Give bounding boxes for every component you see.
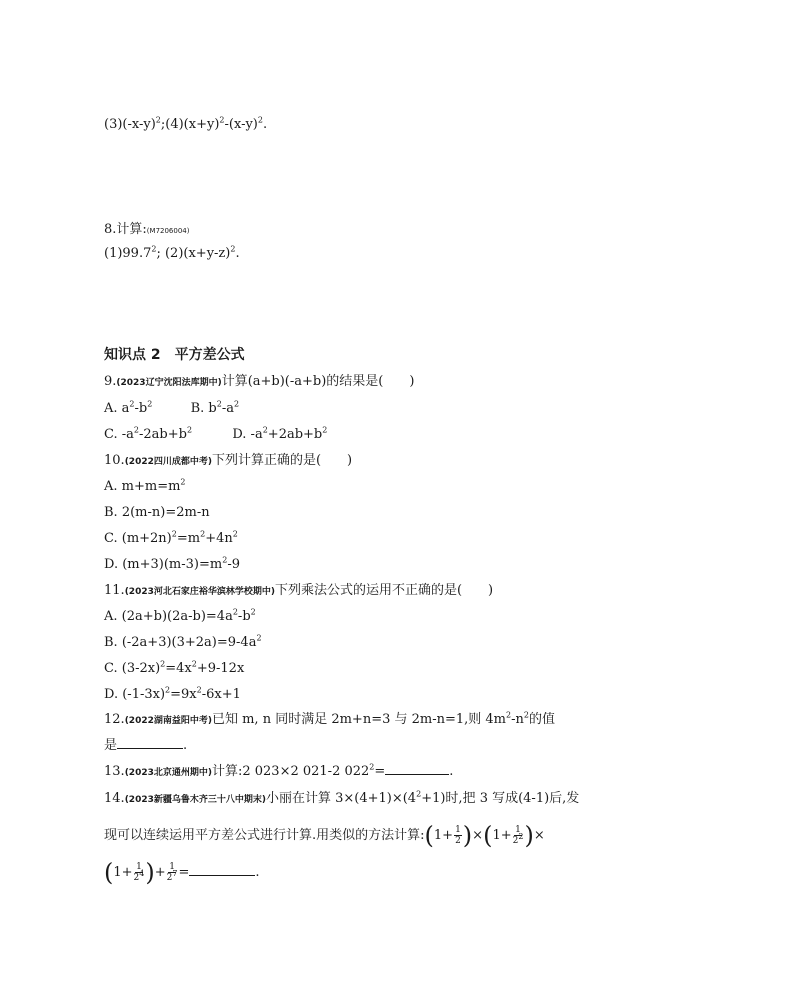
q8-title: 8.计算:(M7206004) bbox=[104, 222, 190, 237]
fraction: $\frac{1}{2^2}$ bbox=[512, 825, 524, 846]
q10-option-a[interactable]: A. $m+m=m^2$ bbox=[104, 477, 186, 494]
source-tag: (2022四川成都中考) bbox=[124, 457, 212, 467]
q9-options-cd bbox=[104, 426, 327, 444]
q13-stem: 13.(2023北京通州期中)计算:2 023×2 021-2 $022^2=$ . bbox=[104, 762, 454, 779]
q10-option-b[interactable]: B. 2(m-n)=2m-n bbox=[104, 505, 210, 520]
fraction: $\frac{1}{2}$ bbox=[455, 825, 461, 846]
q12-stem: 12.(2022湖南益阳中考)已知 m, n 同时满足 2m+n=3 与 2m-n=1,则 $4m^2-n^2$的值 bbox=[104, 710, 555, 727]
q9-option-d[interactable]: D. $-a^2+2ab+b^2$ bbox=[232, 425, 328, 442]
section-heading: 知识点 2 平方差公式 bbox=[104, 347, 245, 363]
q9-option-a[interactable]: A. $a^2-b^2$ bbox=[104, 399, 153, 416]
source-tag: (2023辽宁沈阳法库期中) bbox=[116, 378, 222, 388]
q11-stem: 11.(2023河北石家庄裕华滨林学校期中)下列乘法公式的运用不正确的是( ) bbox=[104, 583, 494, 598]
source-tag: (2023北京通州期中) bbox=[124, 768, 212, 778]
q9-option-c[interactable]: C. $-a^2-2ab+b^2$ bbox=[104, 425, 193, 442]
q7-line: $(3)(-x-y)^2;(4)(x+y)^2-(x-y)^2$. bbox=[104, 115, 268, 132]
q14-stem: 14.(2023新疆乌鲁木齐三十八中期末)小丽在计算 $3\times(4+1)\times(4^2+1)$时,把 3 写成(4-1)后,发 bbox=[104, 789, 580, 806]
q9-stem: 9.(2023辽宁沈阳法库期中)计算(a+b)(-a+b)的结果是( ) bbox=[104, 374, 415, 389]
q14-line3: (1+ $\frac{1}{2^4}$ )+ $\frac{1}{2^7}$ = . bbox=[104, 858, 260, 887]
q10-option-d[interactable]: D. $(m+3)(m-3)=m^2-9$ bbox=[104, 555, 240, 572]
q8-parts: (1)99.7$^2$; $(2)(x+y-z)^2$. bbox=[104, 244, 240, 261]
fraction: $\frac{1}{2^7}$ bbox=[166, 862, 178, 883]
source-tag: (2022湖南益阳中考) bbox=[124, 716, 212, 726]
q10-stem: 10.(2022四川成都中考)下列计算正确的是( ) bbox=[104, 453, 353, 468]
q10-option-c[interactable]: C. $(m+2n)^2=m^2+4n^2$ bbox=[104, 529, 238, 546]
q11-option-d[interactable]: D. $(-1-3x)^2=9x^2-6x+1$ bbox=[104, 685, 241, 702]
q11-option-b[interactable]: B. $(-2a+3)(3+2a)=9-4a^2$ bbox=[104, 633, 262, 650]
source-tag: (2023河北石家庄裕华滨林学校期中) bbox=[124, 587, 275, 597]
answer-blank[interactable] bbox=[385, 762, 449, 775]
q11-option-a[interactable]: A. $(2a+b)(2a-b)=4a^2-b^2$ bbox=[104, 607, 256, 624]
fraction: $\frac{1}{2^4}$ bbox=[133, 862, 145, 883]
q9-options-ab bbox=[104, 400, 239, 418]
q14-line2: 现可以连续运用平方差公式进行计算.用类似的方法计算:(1+ $\frac{1}{2}$ )×(1+ $\frac{1}{2^2}$ )× bbox=[104, 821, 545, 850]
source-tag: (2023新疆乌鲁木齐三十八中期末) bbox=[124, 795, 266, 805]
q12-answer-line: 是 . bbox=[104, 738, 188, 753]
answer-blank[interactable] bbox=[189, 863, 255, 876]
q9-option-b[interactable]: B. $b^2-a^2$ bbox=[190, 399, 240, 416]
question-code: (M7206004) bbox=[146, 227, 190, 235]
q11-option-c[interactable]: C. $(3-2x)^2=4x^2+9-12x$ bbox=[104, 659, 245, 676]
answer-blank[interactable] bbox=[117, 736, 183, 749]
